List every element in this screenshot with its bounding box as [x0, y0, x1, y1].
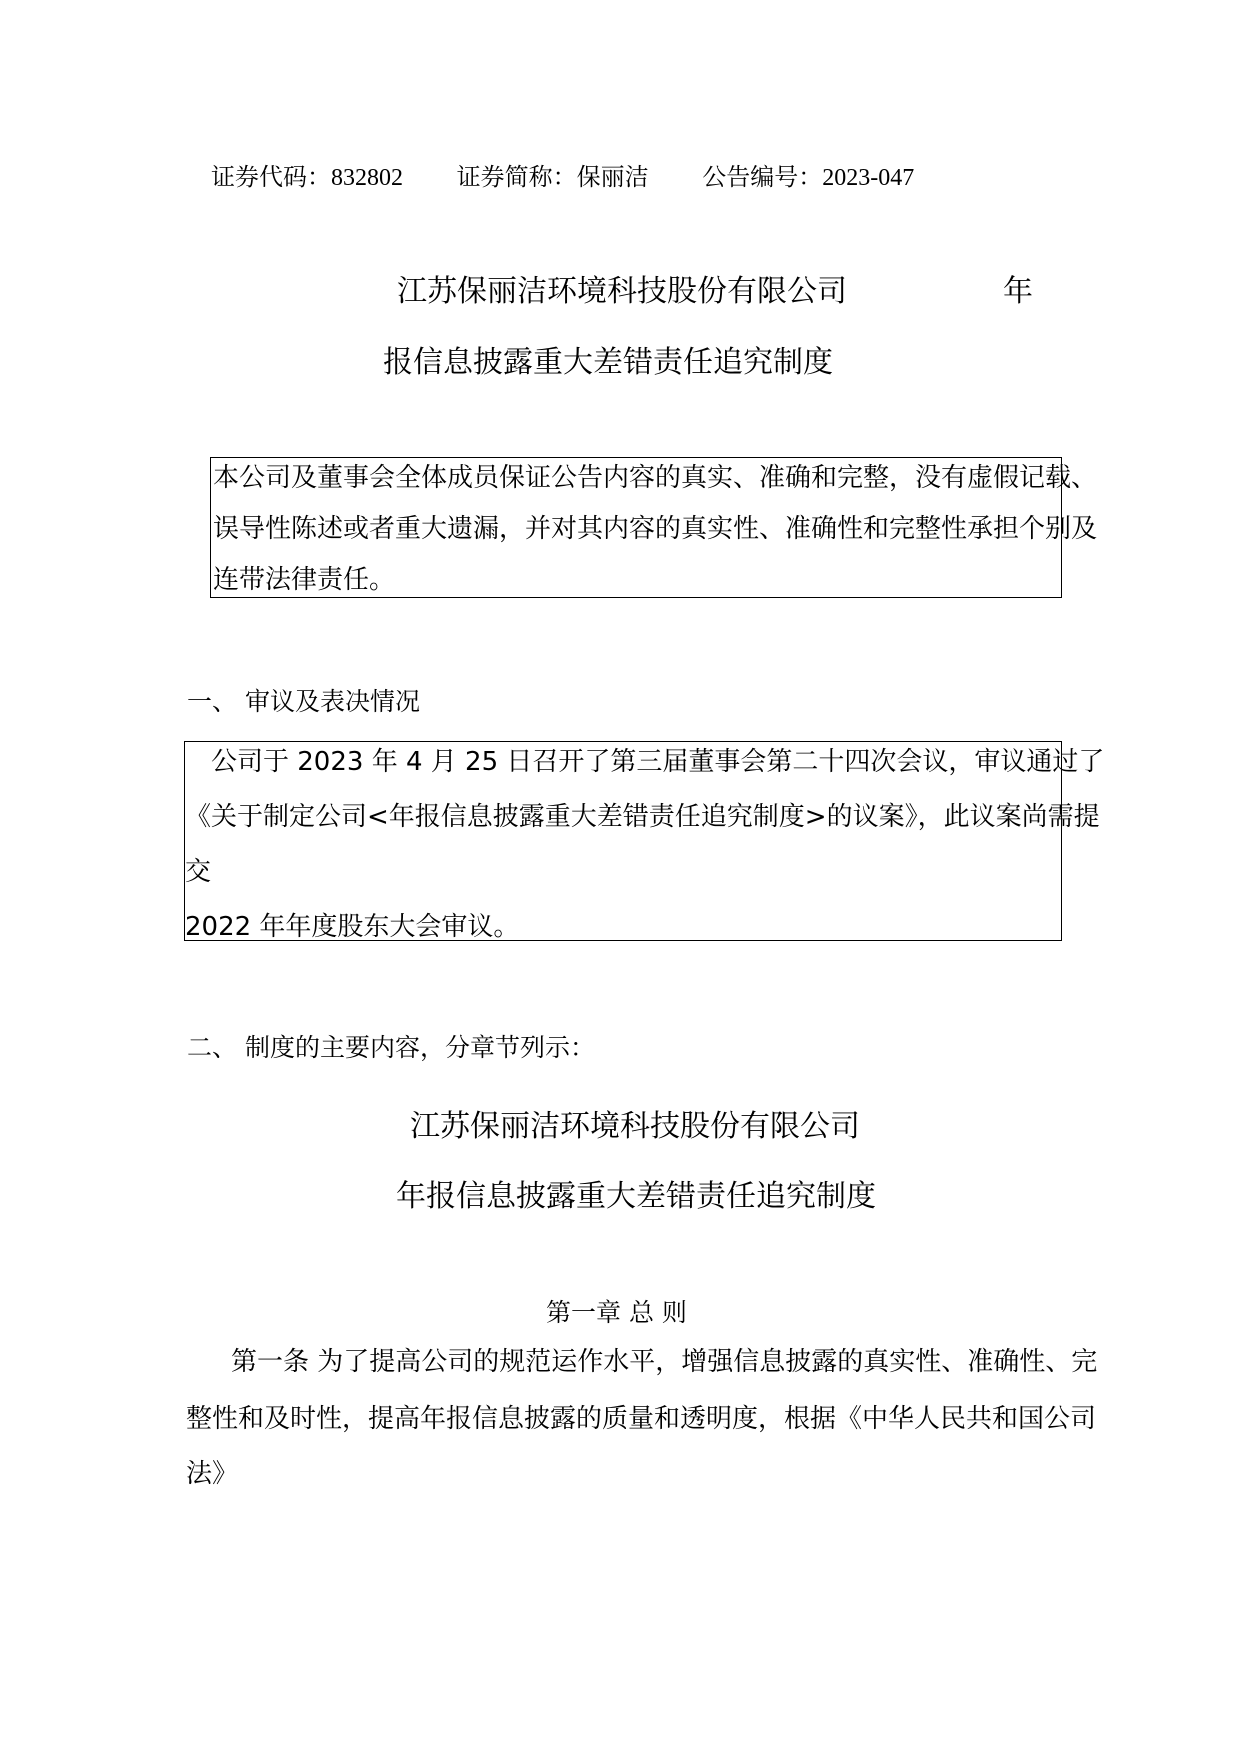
security-abbr: 证券简称：保丽洁 — [456, 163, 649, 191]
disclaimer-line: 本公司及董事会全体成员保证公告内容的真实、准确和完整，没有虚假记载、 — [213, 463, 1098, 493]
article-line: 法》 — [186, 1459, 239, 1489]
title-line-2: 报信息披露重大差错责任追究制度 — [383, 345, 833, 380]
security-code-value: 832802 — [331, 165, 403, 191]
article-line: 第一条 为了提高公司的规范运作水平，增强信息披露的真实性、准确性、完 — [231, 1347, 1098, 1377]
notice-number-label: 公告编号： — [702, 163, 823, 191]
doc-title-line-1: 江苏保丽洁环境科技股份有限公司 — [410, 1109, 860, 1144]
section-1-heading: 审议及表决情况 — [245, 687, 421, 716]
review-box — [184, 741, 1105, 942]
disclaimer-line: 连带法律责任。 — [213, 565, 396, 595]
disclaimer-line: 误导性陈述或者重大遗漏，并对其内容的真实性、准确性和完整性承担个别及 — [213, 514, 1098, 544]
section-1-number: 一、 — [187, 687, 238, 716]
announcement-header — [211, 157, 914, 192]
security-code-label: 证券代码： — [211, 163, 331, 191]
review-line: 2022 年年度股东大会审议。 — [185, 912, 520, 942]
title-line-1: 江苏保丽洁环境科技股份有限公司 — [397, 274, 847, 309]
doc-title-line-2: 年报信息披露重大差错责任追究制度 — [396, 1179, 876, 1214]
review-line: 《关于制定公司<年报信息披露重大差错责任追究制度>的议案》，此议案尚需提 — [185, 802, 1100, 832]
notice-number-value: 2023-047 — [822, 165, 915, 191]
chapter-title: 第一章 总 则 — [546, 1298, 687, 1327]
section-2-number: 二、 — [187, 1033, 238, 1062]
review-line: 公司于 2023 年 4 月 25 日召开了第三届董事会第二十四次会议，审议通过了 — [211, 747, 1105, 777]
title-line-1-suffix: 年 — [1003, 274, 1033, 309]
review-line: 交 — [185, 857, 212, 887]
disclaimer-box — [210, 457, 1098, 598]
article-line: 整性和及时性，提高年报信息披露的质量和透明度，根据《中华人民共和国公司 — [186, 1404, 1097, 1434]
section-2-heading: 制度的主要内容，分章节列示： — [245, 1033, 596, 1062]
